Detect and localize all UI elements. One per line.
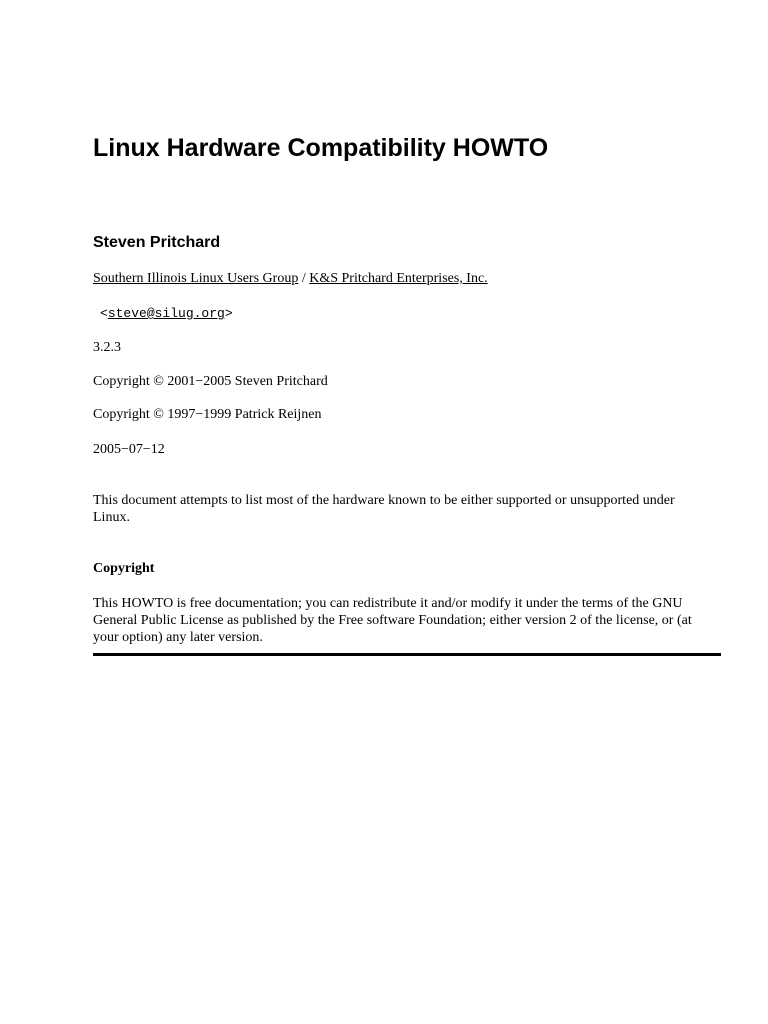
publication-date: 2005−07−12 xyxy=(93,442,165,457)
license-paragraph: This HOWTO is free documentation; you can redistribute it and/or modify it under the terms of the GNU General Public License as published by the Free software Foundation; either version 2 of the license, or (at your option) any later version. xyxy=(93,596,692,645)
abstract-paragraph: This document attempts to list most of the hardware known to be either supported or unsupported under Linux. xyxy=(93,493,675,525)
copyright-heading: Copyright xyxy=(93,561,155,576)
document-title: Linux Hardware Compatibility HOWTO xyxy=(93,134,549,162)
email-open-bracket: < xyxy=(100,306,108,321)
ks-pritchard-link[interactable]: K&S Pritchard Enterprises, Inc. xyxy=(309,271,488,286)
affiliation-line xyxy=(93,270,488,287)
copyright-line-2: Copyright © 1997−1999 Patrick Reijnen xyxy=(93,407,322,422)
copyright-line-1: Copyright © 2001−2005 Steven Pritchard xyxy=(93,374,328,389)
email-line xyxy=(100,305,233,322)
silug-link[interactable]: Southern Illinois Linux Users Group xyxy=(93,271,299,286)
horizontal-rule xyxy=(93,653,721,656)
affiliation-separator: / xyxy=(298,271,310,286)
email-link[interactable]: steve@silug.org xyxy=(107,306,225,321)
author-name: Steven Pritchard xyxy=(93,234,221,251)
email-close-bracket: > xyxy=(224,306,233,321)
version-number: 3.2.3 xyxy=(93,340,121,355)
